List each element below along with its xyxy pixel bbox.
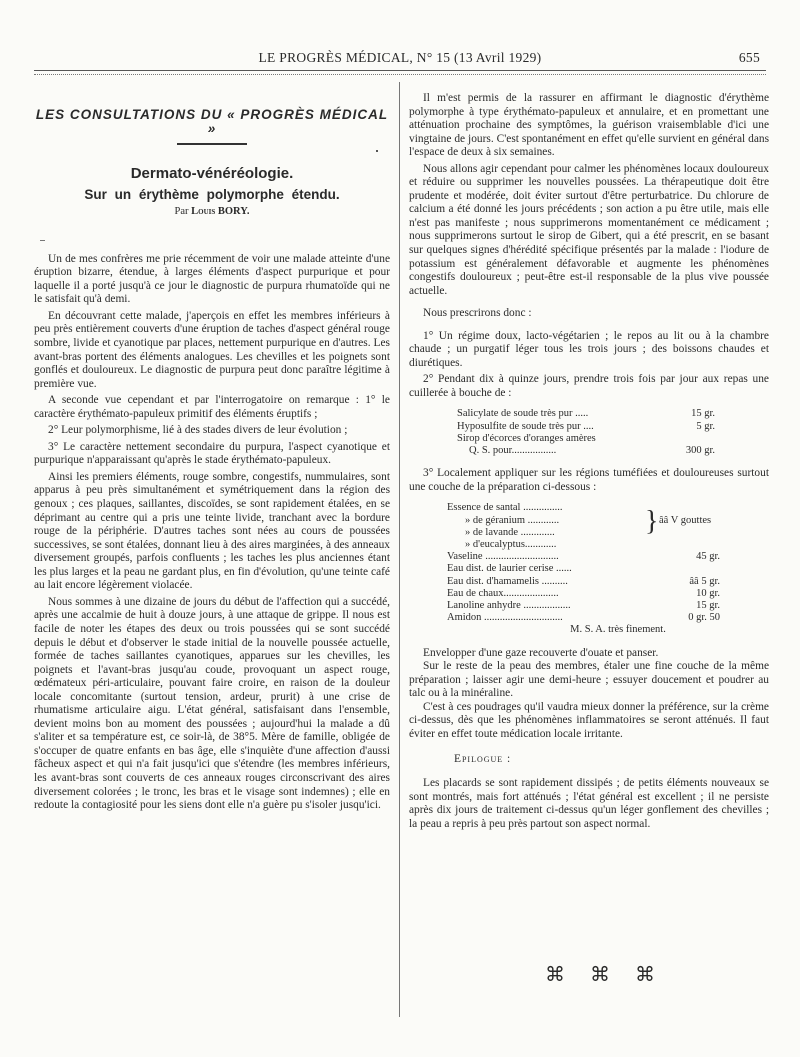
author-prefix: Par bbox=[174, 206, 189, 218]
paragraph: Envelopper d'une gaze recouverte d'ouate et panser. bbox=[423, 646, 659, 659]
header-rule bbox=[34, 70, 766, 71]
paragraph: 2° Pendant dix à quinze jours, prendre trois fois par jour aux repas une cuillerée à bouche de : bbox=[409, 373, 769, 399]
ingredient: Vaseline ............................ bbox=[447, 551, 559, 563]
byline bbox=[34, 205, 390, 219]
ingredient: » de géranium ............ bbox=[465, 514, 560, 526]
paragraph: Ainsi les premiers éléments, rouge sombre, congestifs, nummulaires, sont apparus à peu près simultanément et symétriquement dans la région des genoux ; ces plaques, saillantes, discoïdes, se sont rapidement étalées, en se déprimant au centre qui a pris une teinte livide, tranchant avec la bordure rouge de la périphérie. D'autres taches sont nées au cours de poussées successives, se sont étalées, donnant lieu à des aires marginées, à des anneaux diversement groupés, parfois confluents ; les taches les plus anciennes étant les plus larges et la peau ne gardant plus, en fin d'évolution, qu'une teinte café au lait encore légèrement violacée. bbox=[34, 470, 390, 592]
paragraph: 3° Le caractère nettement secondaire du purpura, l'aspect cyanotique et purpurique n'apparaissant qu'après le stade érythémato-papuleux. bbox=[34, 440, 390, 467]
running-header bbox=[34, 48, 766, 70]
paragraph: A seconde vue cependant et par l'interrogatoire on remarque : 1° le caractère érythémato-papuleux primitif des éléments éruptifs ; bbox=[34, 394, 390, 420]
epilogue-paragraph: Les placards se sont rapidement dissipés ; de petits éléments nouveaux se sont montrés, mais fort atténués ; l'état général est excellent ; il ne persiste après dix jours de traitement ci-dessus qu'un léger gonflement des chevilles ; la peau a repris à peu près partout son aspect normal. bbox=[409, 777, 769, 830]
ingredient: » de lavande ............. bbox=[465, 526, 555, 538]
ingredient: Lanoline anhydre .................. bbox=[447, 600, 571, 612]
quantity: 15 gr. bbox=[696, 600, 720, 612]
brace: } bbox=[645, 506, 659, 538]
ingredient: Q. S. pour................. bbox=[469, 445, 557, 457]
ingredient: Amidon .............................. bbox=[447, 612, 563, 624]
ingredient: Eau de chaux..................... bbox=[447, 587, 559, 599]
prescription-row bbox=[447, 563, 769, 575]
paragraph: C'est à ces poudrages qu'il vaudra mieux donner la préférence, sur la crème ci-dessus, dès que les phénomènes inflammatoires se seront atténués. Il faut éviter en effet toute médication locale irritante. bbox=[409, 700, 769, 740]
quantity: 5 gr. bbox=[696, 420, 715, 432]
ingredient: » d'eucalyptus............ bbox=[465, 539, 557, 550]
prescription-note: M. S. A. très finement. bbox=[570, 624, 666, 636]
paragraph: Un de mes confrères me prie récemment de voir une malade atteinte d'une éruption bizarre, étendue, à larges éléments d'aspect purpurique et pour laquelle il a porté jusqu'à ce jour le diagnostic de purpura rhumatoïde qui ne le satisfait qu'à demi. bbox=[34, 252, 390, 306]
journal-title: LE PROGRÈS MÉDICAL, N° 15 (13 Avril 1929) bbox=[258, 50, 542, 65]
article-title: Sur un érythème polymorphe étendu. bbox=[84, 186, 340, 202]
essences-group bbox=[447, 502, 769, 551]
prescription-topical bbox=[409, 502, 769, 636]
prescription-row bbox=[447, 588, 769, 600]
prescription-row bbox=[447, 551, 769, 563]
quantity: 10 gr. bbox=[696, 587, 720, 599]
paragraph: Sur le reste de la peau des membres, étaler une fine couche de la même préparation ; laisser agir une demi-heure ; essuyer doucement et poudrer au talc ou à la minéraline. bbox=[409, 660, 769, 700]
quantity: 0 gr. 50 bbox=[688, 612, 720, 624]
epilogue-title: Epilogue : bbox=[454, 753, 512, 766]
prescription-row bbox=[409, 408, 769, 420]
author-name: Louis BORY. bbox=[191, 206, 250, 218]
paragraph: Nous sommes à une dizaine de jours du début de l'affection qui a succédé, après une accalmie de huit à douze jours, à une attaque de grippe. Il nous est facile de noter les étapes des deux ou trois poussées qui se sont succédé depuis le début et d'observer le stade initial de la nouvelle poussée actuelle, formée de taches saillantes cyanotiques, apparues sur les chevilles, les poignets et l'avant-bras jusqu'au coude, provoquant un aspect rouge, œdémateux péri-articulaire, pouvant faire croire, en raison de la douleur locale concomitante (surtout tension, ardeur, prurit) à une crise de rhumatisme articulaire aigu. L'état général, satisfaisant dans l'ensemble, devient moins bon au moment des poussées ; aujourd'hui la malade a dû s'aliter et sa température est, ce soir-là, de 38°5. Mère de famille, obligée de s'occuper de quatre enfants en bas âge, elle s'inquiète d'une affection d'aussi fâcheux aspect et qui n'a fait jusqu'ici que s'étendre (les membres inférieurs, les avant-bras sont couverts de ces anneaux rouges circonscrivant des aires diversement colorées ; le tronc, les bras et le visage sont indemnes) ; elle en redoute la contagiosité pour les siens dont elle n'a guère pu s'isoler jusqu'ici. bbox=[34, 595, 390, 812]
prescription-row bbox=[409, 445, 769, 457]
quantity bbox=[655, 433, 715, 445]
ingredient: Hyposulfite de soude très pur .... bbox=[457, 420, 594, 432]
series-title: LES CONSULTATIONS DU « PROGRÈS MÉDICAL » bbox=[35, 107, 389, 136]
paragraph: Nous allons agir cependant pour calmer les phénomènes locaux douloureux et réduire ou supprimer les nouvelles poussées. La thérapeutique doit être prudente et modérée, doit éviter surtout d'être perturbatrice. Du chlorure de calcium a été donné les jours précédents ; son action a pu être utile, mais elle n'est pas manifeste ; nous supprimerons momentanément ce médicament ; nous supprimerons surtout le sirop de Gibert, qui a été prescrit, en se basant sur quelques signes d'hérédité spécifique présentés par la malade : l'iodure de potassium est généralement défavorable et augmente les phénomènes congestifs douloureux ; peut-être est-il responsable de la plus vive poussée actuelle. bbox=[409, 162, 769, 297]
column-divider bbox=[399, 82, 400, 1017]
ingredient: Eau dist. de laurier cerise ...... bbox=[447, 563, 572, 575]
header-rule-dotted bbox=[34, 74, 766, 75]
paragraph: En découvrant cette malade, j'aperçois en effet les membres inférieurs à peu près entièrement couverts d'une éruption de taches d'aspect général rouge sombre, livide et cyanotique par places, nettement purpurique en d'autres. Les avant-bras portent des éléments analogues. Les chevilles et les poignets sont gonflés et douloureux. Le diagnostic de purpura peut donc paraître légitime à première vue. bbox=[34, 309, 390, 390]
quantity: 15 gr. bbox=[691, 408, 715, 420]
ingredient: Eau dist. d'hamamelis .......... bbox=[447, 575, 568, 587]
left-column bbox=[34, 108, 390, 813]
prescription-row bbox=[447, 576, 769, 588]
quantity: 300 gr. bbox=[685, 445, 715, 457]
paragraph: Il m'est permis de la rassurer en affirmant le diagnostic d'érythème polymorphe à type érythémato-papuleux et annulaire, et en promettant une atténuation prochaine des symptômes, la guérison vraisemblable d'ici une vingtaine de jours. C'est spontanément en effet qu'elle survient en général dans l'espace de deux à six semaines. bbox=[409, 92, 769, 159]
prescription-oral bbox=[409, 408, 769, 457]
quantity: 45 gr. bbox=[696, 551, 720, 563]
paragraph: 3° Localement appliquer sur les régions tuméfiées et douloureuses surtout une couche de la préparation ci-dessous : bbox=[409, 467, 769, 493]
right-column bbox=[409, 92, 769, 831]
title-rule bbox=[177, 143, 247, 145]
paragraph: 2° Leur polymorphisme, lié à des stades divers de leur évolution ; bbox=[48, 424, 348, 437]
prescription-row bbox=[447, 600, 769, 612]
prescription-row bbox=[447, 612, 769, 624]
ingredient: Salicylate de soude très pur ..... bbox=[457, 408, 589, 420]
quantity: ââ V gouttes bbox=[659, 515, 712, 527]
quantity: ââ 5 gr. bbox=[689, 575, 720, 587]
ingredient: Essence de santal ............... bbox=[447, 502, 563, 514]
prescription-row bbox=[409, 421, 769, 433]
ornament-icon: ⌘ ⌘ ⌘ bbox=[545, 964, 665, 986]
prescription-row bbox=[409, 433, 769, 445]
section-title: Dermato-vénéréologie. bbox=[130, 165, 294, 183]
paragraph: 1° Un régime doux, lacto-végétarien ; le repos au lit ou à la chambre chaude ; un purgatif léger tous les trois jours ; des boissons chaudes et diurétiques. bbox=[409, 329, 769, 369]
page-number: 655 bbox=[738, 50, 760, 65]
paragraph: Nous prescrirons donc : bbox=[423, 307, 532, 320]
ingredient: Sirop d'écorces d'oranges amères bbox=[457, 432, 596, 444]
quantity bbox=[655, 563, 720, 575]
